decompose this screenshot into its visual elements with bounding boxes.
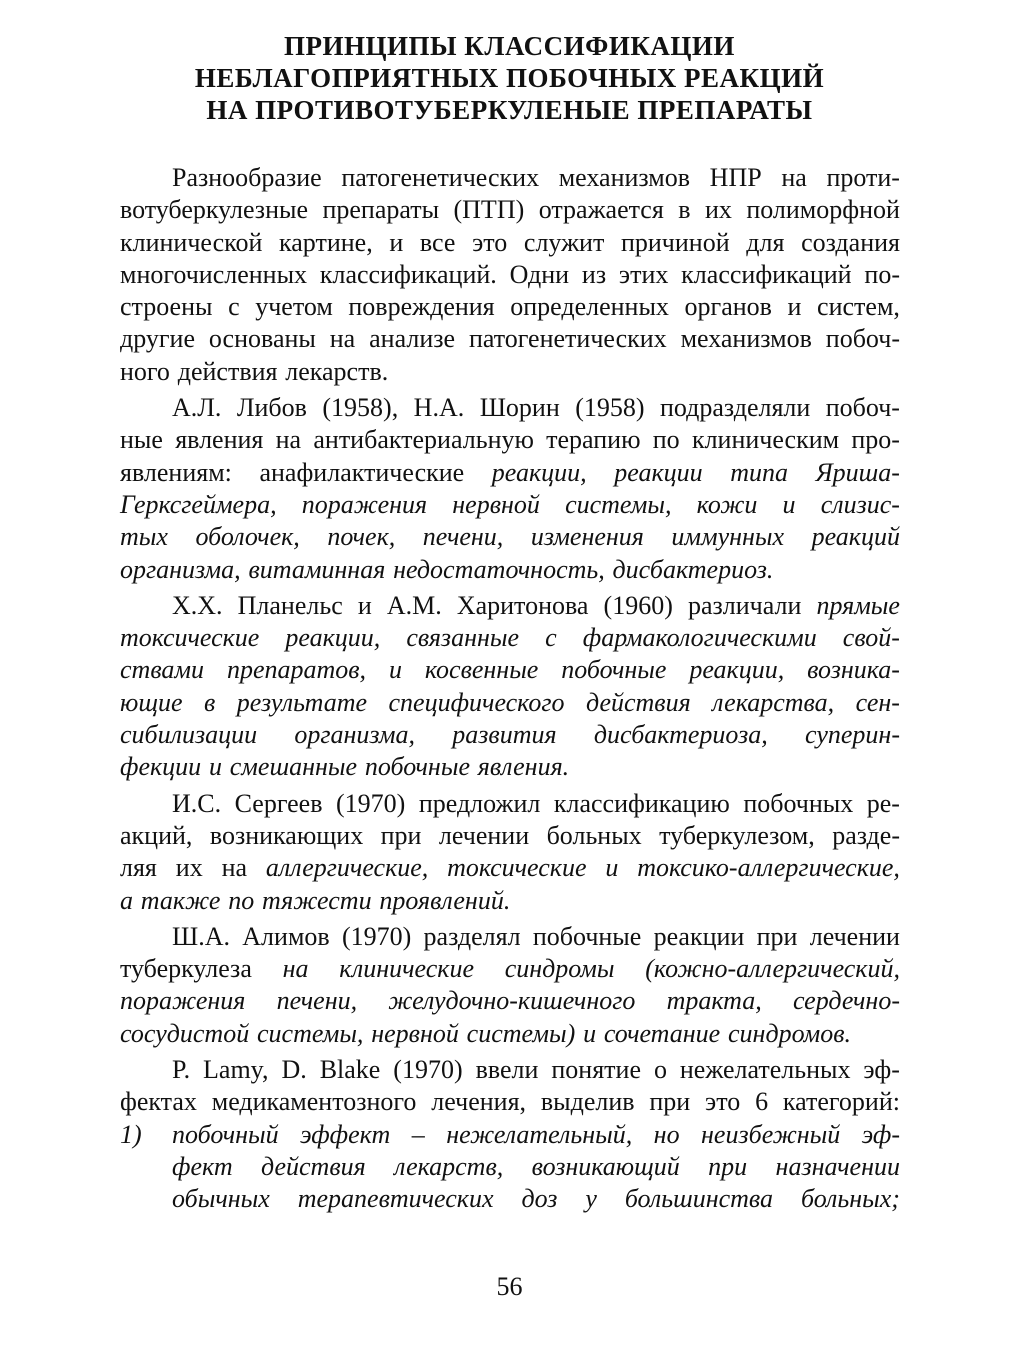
word: туберкулеза bbox=[120, 954, 252, 984]
word: из bbox=[581, 259, 607, 289]
word: фект bbox=[172, 1151, 233, 1181]
word: побочных bbox=[743, 788, 854, 818]
word: проти- bbox=[826, 163, 900, 192]
text-line bbox=[120, 751, 900, 783]
word: больных; bbox=[800, 1184, 900, 1214]
text-line bbox=[120, 356, 900, 388]
word: Алимов bbox=[242, 921, 330, 951]
word: возника- bbox=[807, 655, 900, 685]
word: картине, bbox=[279, 227, 373, 257]
word: нежелательных bbox=[679, 1055, 851, 1085]
text-line bbox=[120, 1183, 900, 1215]
text-line bbox=[120, 1151, 900, 1183]
word: результате bbox=[236, 687, 368, 717]
word: анализе bbox=[369, 324, 456, 354]
word: препараты bbox=[322, 195, 440, 225]
word: действия bbox=[177, 356, 278, 386]
word: ные bbox=[120, 425, 163, 455]
word: основаны bbox=[208, 324, 316, 354]
word: ствами bbox=[120, 655, 205, 685]
word: патогенетических bbox=[341, 163, 540, 192]
word: эф- bbox=[863, 1055, 900, 1085]
word: классификаций. bbox=[319, 259, 497, 289]
word: недостаточность, bbox=[393, 554, 605, 584]
word: при bbox=[708, 1151, 748, 1181]
page-number: 56 bbox=[496, 1272, 523, 1301]
word: про- bbox=[851, 425, 900, 455]
word: доз bbox=[521, 1184, 558, 1214]
word: их bbox=[704, 195, 732, 225]
word: и bbox=[787, 292, 802, 322]
word: механизмов bbox=[680, 324, 812, 354]
word: развития bbox=[452, 720, 557, 750]
word: (1958) bbox=[575, 393, 645, 423]
word: аллергические, bbox=[265, 853, 429, 883]
word: сочетание bbox=[603, 1018, 721, 1048]
word: – bbox=[411, 1119, 425, 1149]
text-line bbox=[120, 392, 900, 424]
word: клиническим bbox=[691, 425, 840, 455]
word: ного bbox=[120, 356, 170, 386]
word: с bbox=[228, 292, 240, 322]
word: тых bbox=[120, 522, 168, 552]
word: различали bbox=[687, 590, 802, 620]
word: анафилактические bbox=[259, 457, 465, 487]
word: побочные bbox=[532, 921, 642, 951]
word: поражения bbox=[120, 986, 246, 1016]
word: Харитонова bbox=[456, 590, 589, 620]
word: поражения bbox=[301, 489, 428, 519]
word: при bbox=[756, 921, 798, 951]
text-line bbox=[120, 719, 900, 751]
word: по- bbox=[864, 259, 900, 289]
word: тракта, bbox=[666, 986, 762, 1016]
word: причиной bbox=[620, 227, 730, 257]
word: ввели bbox=[475, 1055, 539, 1085]
word: печени, bbox=[276, 986, 358, 1016]
word: ляя bbox=[120, 853, 157, 883]
word: 6 bbox=[755, 1087, 769, 1117]
word: возникающих bbox=[209, 820, 364, 850]
word: суперин- bbox=[804, 720, 900, 750]
word: сердечно- bbox=[792, 986, 900, 1016]
word: ющие bbox=[120, 687, 183, 717]
word: Ш.А. bbox=[172, 921, 231, 951]
text-line bbox=[120, 323, 900, 355]
word: (ПТП) bbox=[453, 195, 525, 225]
word: (1970) bbox=[393, 1055, 463, 1085]
word: определенных bbox=[510, 292, 669, 322]
word: печени, bbox=[422, 522, 504, 552]
text-line bbox=[120, 1018, 900, 1050]
word: токсико-аллергические, bbox=[637, 853, 900, 883]
word: связанные bbox=[406, 623, 520, 653]
word: клинической bbox=[120, 227, 263, 257]
word: побоч- bbox=[825, 324, 900, 354]
word: лекарств. bbox=[285, 356, 389, 386]
word: лечения, bbox=[431, 1087, 527, 1117]
word: медикаментозного bbox=[211, 1087, 417, 1117]
word: Lamy, bbox=[203, 1055, 269, 1085]
title-line: НА ПРОТИВОТУБЕРКУЛЕНЫЕ ПРЕПАРАТЫ bbox=[206, 95, 813, 125]
word: системы) bbox=[466, 1018, 576, 1048]
word: желудочно-кишечного bbox=[388, 986, 636, 1016]
text-line bbox=[120, 227, 900, 259]
word: реакции bbox=[653, 921, 745, 951]
word: НПР bbox=[709, 163, 762, 192]
list-marker: 1) bbox=[120, 1119, 142, 1149]
word: повреждения bbox=[348, 292, 495, 322]
word: типа bbox=[730, 457, 788, 487]
word: возникающий bbox=[531, 1151, 680, 1181]
word: реакции bbox=[614, 457, 703, 487]
word: и bbox=[605, 853, 619, 883]
text-line bbox=[120, 457, 900, 489]
word: дисбактериоза, bbox=[593, 720, 768, 750]
word: тяжести bbox=[262, 885, 372, 915]
word: витаминная bbox=[248, 554, 386, 584]
word: классификаций bbox=[681, 259, 852, 289]
word: синдромов. bbox=[728, 1018, 851, 1048]
word: системы, bbox=[256, 1018, 364, 1048]
word: прямые bbox=[816, 590, 900, 620]
word: (1970) bbox=[336, 788, 406, 818]
word: почек, bbox=[327, 522, 396, 552]
word: ре- bbox=[866, 788, 900, 818]
word: неизбежный bbox=[701, 1119, 841, 1149]
word: классификацию bbox=[553, 788, 730, 818]
word: на bbox=[329, 324, 356, 354]
word: разделял bbox=[423, 921, 521, 951]
page-title bbox=[120, 30, 899, 126]
text-line bbox=[120, 654, 900, 686]
word: лечении bbox=[438, 820, 530, 850]
word: но bbox=[653, 1119, 680, 1149]
word: оболочек, bbox=[195, 522, 300, 552]
word: эф- bbox=[861, 1119, 900, 1149]
word: и bbox=[388, 655, 402, 685]
text-line bbox=[120, 521, 900, 553]
word: для bbox=[746, 227, 785, 257]
word: (кожно-аллергический, bbox=[645, 954, 900, 984]
word: Сергеев bbox=[234, 788, 323, 818]
word: реакции, bbox=[285, 623, 381, 653]
word: при bbox=[380, 820, 422, 850]
word: свой- bbox=[842, 623, 900, 653]
word: и bbox=[357, 590, 372, 620]
word: и bbox=[583, 1018, 597, 1048]
word: другие bbox=[120, 324, 196, 354]
word: по bbox=[228, 885, 255, 915]
word: косвенные bbox=[424, 655, 539, 685]
word: служит bbox=[523, 227, 605, 257]
word: а bbox=[120, 885, 133, 915]
word: сосудистой bbox=[120, 1018, 250, 1048]
word: это bbox=[705, 1087, 741, 1117]
word: фармакологическими bbox=[582, 623, 817, 653]
text-line bbox=[120, 259, 900, 291]
word: И.С. bbox=[172, 788, 222, 818]
title-line: ПРИНЦИПЫ КЛАССИФИКАЦИИ bbox=[284, 31, 735, 61]
word: явления bbox=[175, 425, 264, 455]
text-line bbox=[120, 953, 900, 985]
word: D. bbox=[281, 1055, 307, 1085]
word: их bbox=[175, 853, 203, 883]
word: лекарств, bbox=[394, 1151, 504, 1181]
word: Blake bbox=[319, 1055, 381, 1085]
word: побочные bbox=[561, 655, 667, 685]
list-item bbox=[120, 1119, 900, 1151]
word: создания bbox=[801, 227, 900, 257]
word: специфического bbox=[388, 687, 565, 717]
word: органов bbox=[684, 292, 772, 322]
word: патогенетических bbox=[468, 324, 667, 354]
word: предложил bbox=[418, 788, 541, 818]
word: побочные bbox=[364, 752, 470, 782]
word: (1958), bbox=[322, 393, 399, 423]
word: Планельс bbox=[237, 590, 343, 620]
word: (1960) bbox=[603, 590, 673, 620]
word: дисбактериоз. bbox=[612, 554, 774, 584]
text-line bbox=[120, 852, 900, 884]
word: Х.Х. bbox=[172, 590, 223, 620]
word: Либов bbox=[236, 393, 307, 423]
word: полиморфной bbox=[746, 195, 900, 225]
word: терапевтических bbox=[297, 1184, 494, 1214]
word: А.Л. bbox=[172, 393, 222, 423]
text-line bbox=[120, 194, 900, 226]
word: Герксгеймера, bbox=[120, 489, 277, 519]
word: акций, bbox=[120, 820, 193, 850]
word: реакции, bbox=[689, 655, 785, 685]
word: вотуберкулезные bbox=[120, 195, 309, 225]
word: токсические bbox=[120, 623, 260, 653]
word: побочный bbox=[172, 1119, 279, 1149]
text-line bbox=[120, 162, 900, 194]
word: с bbox=[545, 623, 557, 653]
text-line bbox=[120, 687, 900, 719]
word: явлениям: bbox=[120, 457, 232, 487]
word: А.М. bbox=[386, 590, 442, 620]
word: проявлений. bbox=[379, 885, 511, 915]
word: на bbox=[275, 425, 302, 455]
text-line bbox=[120, 554, 900, 586]
word: антибактериальную bbox=[313, 425, 534, 455]
text-line bbox=[120, 820, 900, 852]
text-line bbox=[120, 1086, 900, 1118]
word: у bbox=[585, 1184, 597, 1214]
word: сибилизации bbox=[120, 720, 258, 750]
word: нервной bbox=[452, 489, 540, 519]
word: организма, bbox=[120, 554, 241, 584]
word: лекарства, bbox=[712, 687, 835, 717]
word: Шорин bbox=[479, 393, 560, 423]
word: организма, bbox=[294, 720, 416, 750]
word: действия bbox=[261, 1151, 366, 1181]
word: иммунных bbox=[671, 522, 785, 552]
text-line bbox=[120, 788, 900, 820]
word: в bbox=[678, 195, 691, 225]
text-line bbox=[120, 921, 900, 953]
word: обычных bbox=[172, 1184, 270, 1214]
word: этих bbox=[618, 259, 669, 289]
text-line bbox=[120, 590, 900, 622]
word: реакций bbox=[811, 522, 900, 552]
word: действия bbox=[585, 687, 691, 717]
word: на bbox=[781, 163, 807, 192]
word: P. bbox=[172, 1055, 191, 1085]
word: синдромы bbox=[504, 954, 615, 984]
word: кожи bbox=[696, 489, 758, 519]
word: фектах bbox=[120, 1087, 197, 1117]
word: строены bbox=[120, 292, 213, 322]
word: туберкулезом, bbox=[659, 820, 815, 850]
word: понятие bbox=[551, 1055, 641, 1085]
word: на bbox=[221, 853, 248, 883]
word: подразделяли bbox=[659, 393, 811, 423]
word: и bbox=[389, 227, 404, 257]
word: при bbox=[649, 1087, 691, 1117]
word: эффект bbox=[300, 1119, 391, 1149]
word: нервной bbox=[371, 1018, 459, 1048]
word: отражается bbox=[538, 195, 664, 225]
text-line bbox=[120, 985, 900, 1017]
body-text bbox=[120, 162, 900, 1216]
word: и bbox=[208, 752, 222, 782]
word: и bbox=[782, 489, 796, 519]
word: это bbox=[472, 227, 508, 257]
word: выделив bbox=[540, 1087, 635, 1117]
word: о bbox=[653, 1055, 667, 1085]
text-line bbox=[120, 424, 900, 456]
word: многочисленных bbox=[120, 259, 308, 289]
word: все bbox=[419, 227, 456, 257]
text-line bbox=[172, 1119, 900, 1151]
word: явления. bbox=[477, 752, 570, 782]
word: Н.А. bbox=[413, 393, 465, 423]
word: Яриша- bbox=[815, 457, 900, 487]
word: слизис- bbox=[820, 489, 900, 519]
word: Разнообразие bbox=[172, 163, 322, 192]
text-line bbox=[120, 489, 900, 521]
word: (1970) bbox=[341, 921, 412, 951]
text-line bbox=[120, 291, 900, 323]
word: изменения bbox=[530, 522, 644, 552]
title-line: НЕБЛАГОПРИЯТНЫХ ПОБОЧНЫХ РЕАКЦИЙ bbox=[194, 63, 825, 93]
word: сен- bbox=[855, 687, 900, 717]
word: системы, bbox=[565, 489, 672, 519]
text-line bbox=[120, 885, 900, 917]
text-line bbox=[120, 622, 900, 654]
word: механизмов bbox=[558, 163, 691, 192]
text-line bbox=[120, 1054, 900, 1086]
word: клинические bbox=[339, 954, 474, 984]
word: также bbox=[140, 885, 221, 915]
word: Одни bbox=[509, 259, 570, 289]
word: учетом bbox=[255, 292, 333, 322]
word: больных bbox=[546, 820, 642, 850]
word: смешанные bbox=[229, 752, 358, 782]
word: лечении bbox=[809, 921, 900, 951]
word: реакции, bbox=[491, 457, 587, 487]
word: систем, bbox=[817, 292, 900, 322]
word: на bbox=[282, 954, 309, 984]
word: разде- bbox=[832, 820, 900, 850]
word: большинства bbox=[624, 1184, 774, 1214]
word: по bbox=[652, 425, 680, 455]
word: терапию bbox=[546, 425, 641, 455]
word: побоч- bbox=[825, 393, 900, 423]
word: назначении bbox=[775, 1151, 900, 1181]
word: в bbox=[203, 687, 216, 717]
word: токсические bbox=[447, 853, 587, 883]
word: нежелательный, bbox=[446, 1119, 633, 1149]
word: категорий: bbox=[782, 1087, 900, 1117]
word: препаратов, bbox=[226, 655, 367, 685]
word: фекции bbox=[120, 752, 202, 782]
